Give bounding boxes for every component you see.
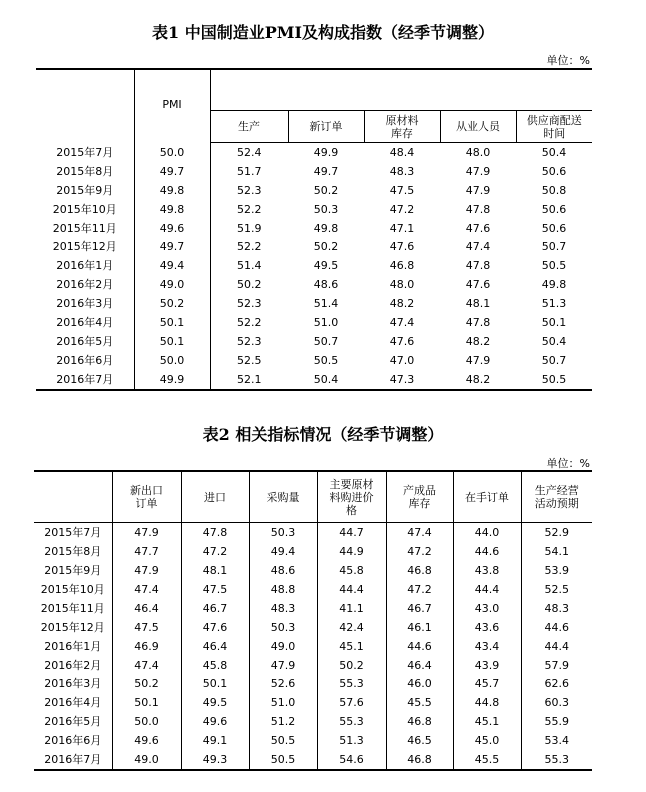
table1-row-label: 2015年10月 (36, 200, 134, 219)
table1-header-3-line: 从业人员 (456, 120, 500, 133)
table2-row-label: 2016年3月 (34, 675, 112, 694)
table2-cell: 57.6 (317, 693, 386, 712)
table2-header-0 (112, 471, 181, 523)
table1-cell: 49.8 (313, 221, 339, 235)
table1-cell: 47.8 (465, 315, 491, 329)
table2-cell: 44.4 (544, 639, 569, 653)
table1-cell: 50.7 (313, 334, 339, 348)
table1-cell: 50.6 (541, 164, 567, 178)
table1-cell: 52.4 (237, 145, 262, 159)
table2-cell: 47.2 (386, 542, 453, 561)
table2-cell: 47.9 (249, 656, 317, 675)
table2-cell: 46.9 (112, 637, 181, 656)
table2-header-1-line: 进口 (204, 490, 226, 504)
table2-cell: 47.5 (112, 618, 181, 637)
table2-cell: 46.5 (386, 731, 453, 750)
table2-cell: 46.0 (386, 675, 453, 694)
table1-header-2 (364, 111, 440, 143)
table1-cell: 50.5 (313, 353, 339, 367)
table1-row-label: 2016年7月 (36, 370, 134, 390)
table2-header-0-line: 新出口 (130, 484, 163, 497)
table1-row-label: 2015年11月 (36, 219, 134, 238)
table2-cell: 44.4 (317, 580, 386, 599)
table2-row-label: 2015年8月 (34, 542, 112, 561)
table1-cell: 47.5 (389, 183, 415, 197)
table1-cell: 47.6 (465, 278, 491, 292)
table1-cell: 52.2 (237, 315, 262, 329)
table2-cell: 47.8 (181, 523, 249, 542)
table1-cell: 51.7 (237, 164, 262, 178)
table1-cell: 47.9 (465, 183, 491, 197)
table2-row-label: 2016年7月 (34, 750, 112, 770)
table2-row-label: 2016年2月 (34, 656, 112, 675)
table2-cell: 43.6 (453, 618, 521, 637)
table1-cell: 49.7 (134, 162, 210, 181)
table1-row-label: 2016年5月 (36, 332, 134, 351)
table2-cell: 44.6 (453, 542, 521, 561)
table1-cell: 49.7 (134, 237, 210, 256)
table1-cell: 52.3 (237, 297, 262, 311)
table2-cell: 51.3 (317, 731, 386, 750)
table1-row (36, 275, 592, 294)
table1-cell: 50.7 (541, 240, 567, 254)
table1-header-0 (210, 111, 288, 143)
table2-cell: 47.7 (112, 542, 181, 561)
table1-cell: 49.7 (313, 164, 339, 178)
table2-cell: 43.9 (453, 656, 521, 675)
table1-cell: 50.3 (313, 202, 339, 216)
table1-cell: 52.2 (237, 202, 262, 216)
table2-cell: 45.8 (317, 561, 386, 580)
table1-cell: 47.6 (465, 221, 491, 235)
table1-cell: 47.4 (389, 315, 415, 329)
table2-cell: 46.8 (386, 712, 453, 731)
table2-cell: 62.6 (544, 677, 569, 691)
table1-row (36, 237, 592, 256)
table2-row-label: 2015年10月 (34, 580, 112, 599)
table2-cell: 52.9 (544, 525, 569, 539)
table2-cell: 49.1 (181, 731, 249, 750)
table1-cell: 50.4 (313, 372, 339, 386)
table1-cell: 48.2 (465, 334, 491, 348)
table2-cell: 50.2 (112, 675, 181, 694)
table2-cell: 46.7 (386, 599, 453, 618)
table2-cell: 49.3 (181, 750, 249, 770)
table2-cell: 47.4 (112, 580, 181, 599)
table1-cell: 51.3 (541, 297, 567, 311)
table2-cell: 50.5 (249, 731, 317, 750)
table2-header-6-line: 活动预期 (534, 497, 579, 510)
table1-row (36, 351, 592, 370)
table2-cell: 41.1 (317, 599, 386, 618)
table2-cell: 46.4 (386, 656, 453, 675)
table2-cell: 47.4 (112, 656, 181, 675)
table2-header-2 (249, 471, 317, 523)
table2-cell: 46.1 (386, 618, 453, 637)
table1-header-2-line: 原材料 (385, 113, 419, 127)
table2-cell: 50.0 (112, 712, 181, 731)
table2-row-label: 2015年7月 (34, 523, 112, 542)
table1-cell: 52.2 (237, 240, 262, 254)
table1-header-0-line: 生产 (238, 120, 260, 133)
table2-row (34, 656, 592, 675)
table2-header-6 (521, 471, 592, 523)
table2-row (34, 675, 592, 694)
table1-title: 表1 中国制造业PMI及构成指数（经季节调整） (152, 23, 494, 42)
table1-corner-cell (36, 69, 134, 143)
table2-cell: 44.0 (453, 523, 521, 542)
table2-cell: 50.5 (249, 750, 317, 770)
table2-header-1 (181, 471, 249, 523)
table2-row (34, 618, 592, 637)
table2-cell: 44.8 (453, 693, 521, 712)
table1-cell: 50.4 (541, 145, 567, 159)
table2-cell: 57.9 (544, 658, 569, 672)
table2-cell: 49.0 (249, 637, 317, 656)
table1-cell: 47.3 (389, 372, 415, 386)
table1-unit: 单位：% (546, 54, 590, 67)
table1-cell: 52.3 (237, 334, 262, 348)
table2-cell: 55.3 (317, 675, 386, 694)
table2-cell: 50.1 (112, 693, 181, 712)
table1-cell: 50.2 (134, 294, 210, 313)
table2-cell: 44.9 (317, 542, 386, 561)
table2-row-label: 2016年6月 (34, 731, 112, 750)
table2-row-label: 2015年11月 (34, 599, 112, 618)
table1-row-label: 2016年2月 (36, 275, 134, 294)
table1-cell: 48.2 (389, 297, 415, 311)
table2-cell: 48.8 (249, 580, 317, 599)
table2-cell: 47.5 (181, 580, 249, 599)
table2-row (34, 580, 592, 599)
table1-cell: 50.5 (541, 259, 567, 273)
table1-cell: 50.2 (313, 240, 339, 254)
table1-cell: 48.0 (389, 278, 415, 292)
table1-row (36, 294, 592, 313)
table1-cell: 52.5 (237, 353, 262, 367)
table2-cell: 53.4 (544, 734, 569, 748)
table2-cell: 46.4 (181, 637, 249, 656)
table1-row (36, 181, 592, 200)
table2-header-3-line: 主要原材 (329, 477, 374, 491)
table1-row (36, 313, 592, 332)
table2-cell: 43.0 (453, 599, 521, 618)
table2-row-label: 2015年12月 (34, 618, 112, 637)
table2-cell: 47.2 (386, 580, 453, 599)
table1-cell: 49.5 (313, 259, 339, 273)
table1-header-4-line: 时间 (543, 126, 566, 140)
table2-cell: 46.4 (112, 599, 181, 618)
table1-cell: 50.1 (134, 332, 210, 351)
table2-row (34, 731, 592, 750)
table2-cell: 49.4 (249, 542, 317, 561)
table2-cell: 43.4 (453, 637, 521, 656)
table2-cell: 44.4 (453, 580, 521, 599)
table2-header-4-line: 库存 (408, 497, 431, 510)
table1-cell: 48.4 (389, 145, 415, 159)
table1-cell: 50.8 (541, 183, 567, 197)
table1-row (36, 256, 592, 275)
table1-cell: 47.6 (389, 240, 415, 254)
table2-header-2-line: 采购量 (266, 490, 300, 504)
table1-row (36, 143, 592, 162)
table2-header-3 (317, 471, 386, 523)
table1-row (36, 332, 592, 351)
table1-cell: 50.7 (541, 353, 567, 367)
table1-header-4 (516, 111, 592, 143)
table1-row-label: 2015年12月 (36, 237, 134, 256)
table1-cell: 49.8 (541, 278, 567, 292)
table1-cell: 47.9 (465, 353, 491, 367)
table2-cell: 49.5 (181, 693, 249, 712)
table1-cell: 51.4 (313, 297, 339, 311)
table2-row-label: 2016年5月 (34, 712, 112, 731)
table1-header-1 (288, 111, 364, 143)
table2-cell: 49.6 (112, 731, 181, 750)
table1-cell: 48.2 (465, 372, 491, 386)
table2-cell: 50.3 (249, 523, 317, 542)
table2-cell: 45.5 (453, 750, 521, 770)
table2-row (34, 712, 592, 731)
table2-cell: 51.0 (249, 693, 317, 712)
table2-header-3-line: 料购进价 (329, 490, 374, 504)
table2-header-5 (453, 471, 521, 523)
table1-cell: 50.0 (134, 351, 210, 370)
table1-cell: 48.0 (465, 145, 491, 159)
table1-cell: 50.4 (541, 334, 567, 348)
table2-cell: 45.1 (453, 712, 521, 731)
table1-cell: 50.6 (541, 221, 567, 235)
table2-cell: 49.6 (181, 712, 249, 731)
table2-cell: 50.2 (317, 656, 386, 675)
table2-header-0-line: 订单 (135, 497, 158, 510)
table1-row-label: 2015年9月 (36, 181, 134, 200)
table1-header-1-line: 新订单 (309, 120, 343, 133)
table2-cell: 50.1 (181, 675, 249, 694)
table1-cell: 51.0 (313, 315, 339, 329)
table2-cell: 48.3 (544, 601, 569, 615)
table2-header-3-line: 格 (346, 503, 357, 517)
table2-cell: 45.0 (453, 731, 521, 750)
table1-cell: 47.1 (389, 221, 415, 235)
table2-cell: 51.2 (249, 712, 317, 731)
table2-cell: 47.2 (181, 542, 249, 561)
table1-cell: 50.0 (134, 143, 210, 162)
table1-cell: 51.4 (237, 259, 262, 273)
table2-cell: 44.6 (544, 620, 569, 634)
table1-cell: 50.2 (313, 183, 339, 197)
table1-cell: 50.5 (541, 372, 567, 386)
table1-cell: 49.6 (134, 219, 210, 238)
table1-header-4-line: 供应商配送 (526, 113, 582, 127)
table1-cell: 48.1 (465, 297, 491, 311)
table2-header-4-line: 产成品 (403, 484, 436, 497)
table1-cell: 49.9 (134, 370, 210, 390)
table2-cell: 55.3 (317, 712, 386, 731)
table2-cell: 52.5 (544, 582, 569, 596)
table2-cell: 45.7 (453, 675, 521, 694)
table1-cell: 49.8 (134, 200, 210, 219)
table2-cell: 48.1 (181, 561, 249, 580)
table1-cell: 47.2 (389, 202, 415, 216)
table1-row-label: 2016年4月 (36, 313, 134, 332)
table1-cell: 47.8 (465, 202, 491, 216)
table2-cell: 54.6 (317, 750, 386, 770)
table1-cell: 50.6 (541, 202, 567, 216)
table2-cell: 46.8 (386, 750, 453, 770)
table1-cell: 50.1 (541, 315, 567, 329)
table2-cell: 47.6 (181, 618, 249, 637)
table1-cell: 49.0 (134, 275, 210, 294)
table2-row-label: 2016年1月 (34, 637, 112, 656)
table1-row-label: 2015年8月 (36, 162, 134, 181)
table2-row-label: 2015年9月 (34, 561, 112, 580)
table1-cell: 48.3 (389, 164, 415, 178)
table2-header-5-line: 在手订单 (465, 490, 509, 504)
table1-row (36, 219, 592, 238)
table2-row (34, 523, 592, 542)
table2-cell: 52.6 (249, 675, 317, 694)
table2-cell: 44.6 (386, 637, 453, 656)
table1-cell: 50.2 (237, 278, 262, 292)
table1-cell: 50.1 (134, 313, 210, 332)
table1-cell: 47.0 (389, 353, 415, 367)
table2-cell: 60.3 (544, 696, 569, 710)
table2-corner-cell (34, 471, 112, 523)
table2-cell: 45.8 (181, 656, 249, 675)
table2-cell: 44.7 (317, 523, 386, 542)
table2-header-6-line: 生产经营 (534, 484, 579, 497)
table1-row (36, 162, 592, 181)
table1-header-2-line: 库存 (391, 126, 413, 140)
table2-unit: 单位：% (546, 457, 590, 470)
table1-row-label: 2016年6月 (36, 351, 134, 370)
table2-row-label: 2016年4月 (34, 693, 112, 712)
table1-row (36, 370, 592, 390)
table1-header-pmi: PMI (134, 69, 210, 143)
table2-row (34, 693, 592, 712)
table2-cell: 50.3 (249, 618, 317, 637)
table2-cell: 47.4 (386, 523, 453, 542)
table1-cell: 52.1 (237, 372, 262, 386)
table2-cell: 47.9 (112, 561, 181, 580)
table2-cell: 43.8 (453, 561, 521, 580)
table2-row (34, 599, 592, 618)
table2-cell: 48.3 (249, 599, 317, 618)
table1-row-label: 2015年7月 (36, 143, 134, 162)
table1-cell: 47.8 (465, 259, 491, 273)
table2 (34, 470, 592, 771)
table2-cell: 46.7 (181, 599, 249, 618)
table2-cell: 46.8 (386, 561, 453, 580)
table2-row (34, 637, 592, 656)
table1-cell: 49.4 (134, 256, 210, 275)
table1-cell: 49.9 (313, 145, 339, 159)
table2-cell: 45.5 (386, 693, 453, 712)
table1-header-3 (440, 111, 516, 143)
table1-cell: 46.8 (389, 259, 415, 273)
table1-row-label: 2016年3月 (36, 294, 134, 313)
table2-cell: 42.4 (317, 618, 386, 637)
table2-cell: 54.1 (544, 544, 569, 558)
table2-cell: 47.9 (112, 523, 181, 542)
table1-cell: 47.4 (465, 240, 491, 254)
table2-row (34, 561, 592, 580)
table1-cell: 49.8 (134, 181, 210, 200)
table1 (36, 68, 592, 391)
table2-cell: 55.3 (544, 753, 569, 767)
table2-cell: 49.0 (112, 750, 181, 770)
table2-cell: 53.9 (544, 563, 569, 577)
table2-cell: 48.6 (249, 561, 317, 580)
table1-cell: 48.6 (313, 278, 339, 292)
table1-cell: 47.6 (389, 334, 415, 348)
table1-header-group (210, 69, 592, 111)
table1-cell: 51.9 (237, 221, 262, 235)
table1-cell: 47.9 (465, 164, 491, 178)
table2-header-4 (386, 471, 453, 523)
table2-cell: 45.1 (317, 637, 386, 656)
table2-cell: 55.9 (544, 715, 569, 729)
table2-title: 表2 相关指标情况（经季节调整） (202, 425, 444, 444)
table1-row-label: 2016年1月 (36, 256, 134, 275)
table2-row (34, 750, 592, 770)
table1-cell: 52.3 (237, 183, 262, 197)
table1-row (36, 200, 592, 219)
table2-row (34, 542, 592, 561)
